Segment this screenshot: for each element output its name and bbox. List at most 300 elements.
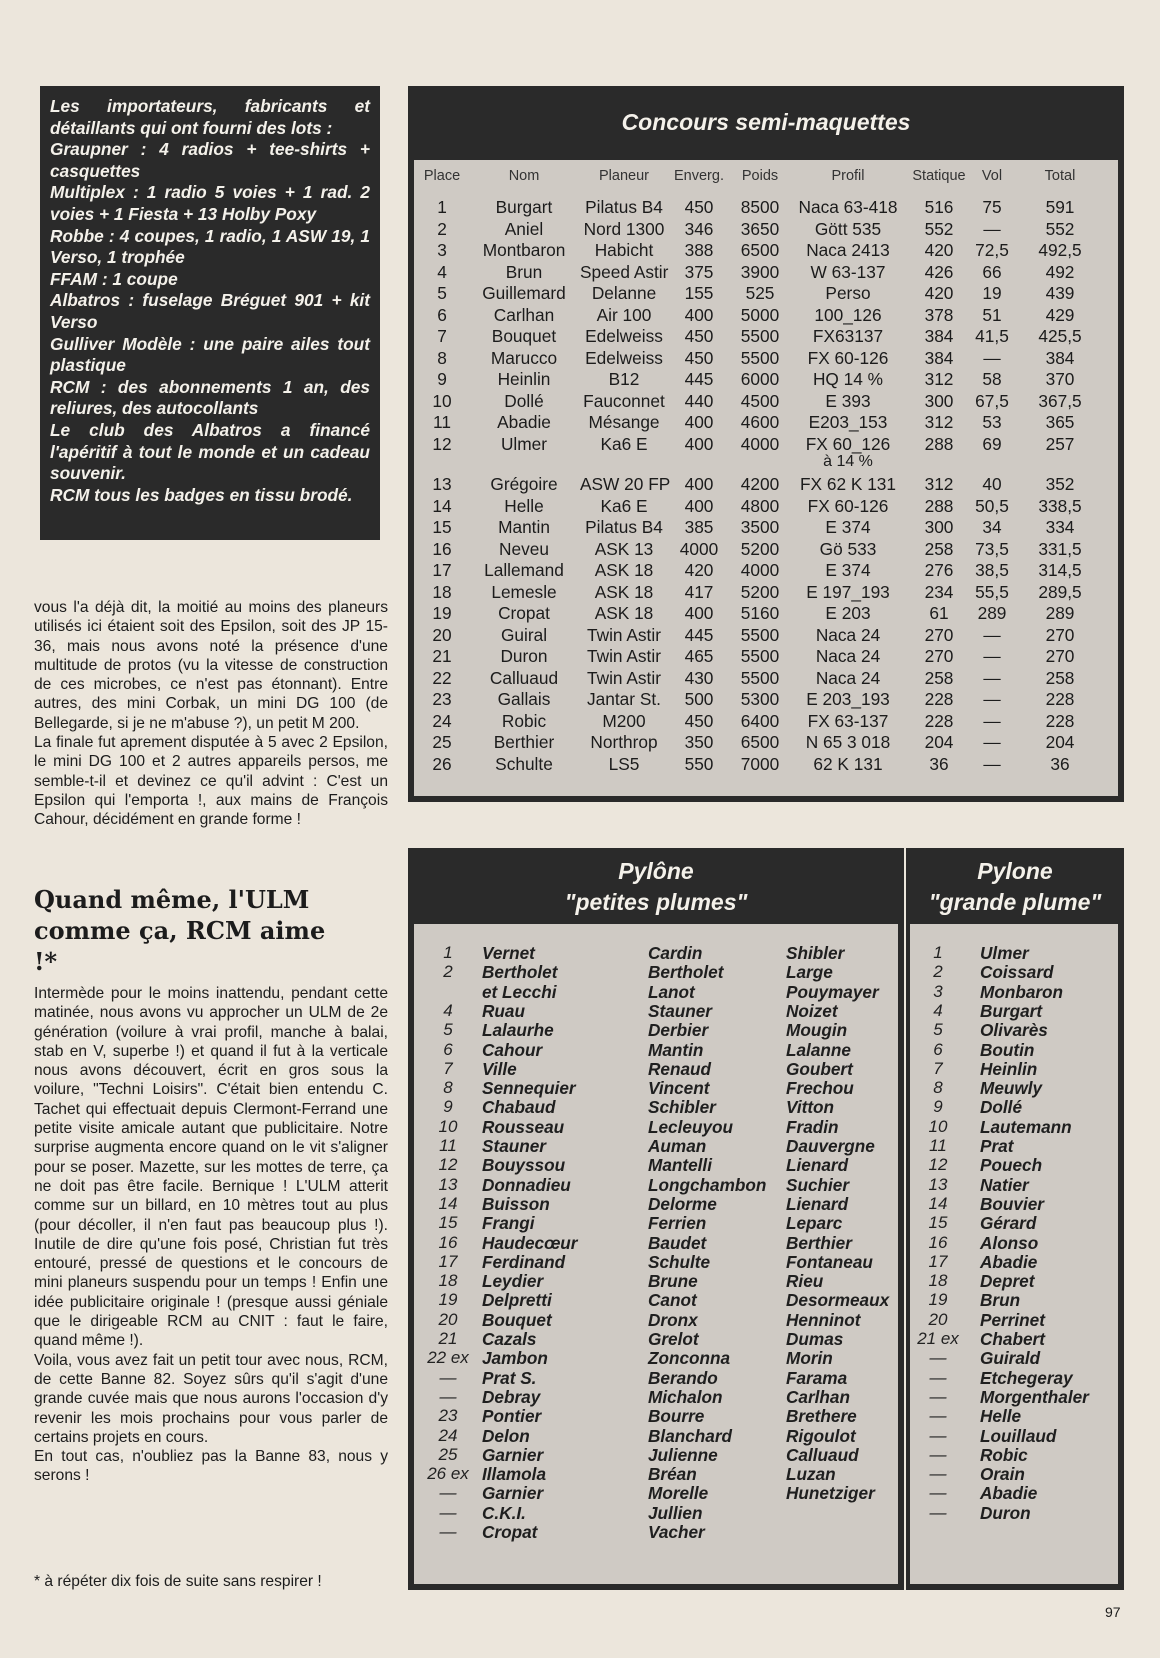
article-paragraph: En tout cas, n'oubliez pas la Banne 83, nous y serons ! (34, 1448, 388, 1485)
table-cell: E 197_193 (806, 581, 890, 602)
table-cell: 15 (432, 517, 452, 537)
table-cell: 3 (437, 240, 447, 260)
table-cell: 4 (437, 261, 447, 282)
table-cell: 445 (684, 369, 714, 389)
table-cell: Twin Astir (587, 624, 661, 645)
pylone-petites-title-line1: Pylône (618, 858, 694, 884)
semi-maquettes-body (414, 160, 1118, 796)
table-cell: 6000 (740, 369, 780, 389)
table-cell: 228 (1045, 710, 1075, 731)
table-cell: 36 (929, 753, 949, 774)
table-cell: 289,5 (1038, 581, 1082, 602)
competitor-name: Garnier (482, 1483, 544, 1504)
article-text-part2 (34, 984, 388, 1486)
table-cell: Pilatus B4 (585, 197, 663, 217)
competitor-name: Delorme (648, 1193, 717, 1214)
place-number: 18 (928, 1271, 948, 1291)
table-cell: Naca 63-418 (798, 197, 898, 217)
place-number: 15 (928, 1213, 948, 1233)
table-cell: Naca 24 (815, 667, 881, 688)
competitor-name: Julienne (648, 1444, 718, 1465)
place-number: — (929, 1444, 947, 1464)
table-cell: Twin Astir (587, 667, 661, 688)
competitor-name: Pontier (482, 1406, 542, 1427)
place-number: 2 (933, 962, 943, 982)
table-cell: 400 (684, 433, 714, 454)
place-number: 17 (928, 1251, 948, 1271)
table-cell: 12 (432, 433, 452, 454)
competitor-name: Robic (980, 1444, 1028, 1465)
table-cell: 4500 (740, 390, 780, 411)
table-cell: 9 (437, 369, 447, 389)
table-cell: Lemesle (491, 581, 557, 602)
table-cell: 429 (1045, 304, 1075, 325)
table-cell: 289 (977, 603, 1007, 623)
table-cell: 67,5 (975, 390, 1009, 411)
table-cell: Gallais (497, 689, 551, 709)
table-cell: 7 (437, 326, 447, 346)
table-cell: 4200 (740, 474, 780, 494)
competitor-name: Leydier (482, 1271, 544, 1292)
competitor-name: Bertholet (648, 962, 724, 983)
table-cell: 365 (1045, 412, 1075, 432)
pylone-petites-plumes-table (408, 848, 904, 1590)
place-number: — (929, 1348, 947, 1368)
table-cell: Mantin (498, 517, 550, 537)
sponsor-line: Gulliver Modèle : une paire ailes tout plastique (50, 333, 370, 376)
table-cell: 234 (924, 581, 954, 602)
competitor-name: Blanchard (648, 1425, 733, 1446)
table-cell: Abadie (497, 412, 551, 432)
table-cell: 61 (929, 603, 949, 623)
table-cell: 445 (684, 624, 714, 645)
table-cell: 5 (437, 283, 447, 303)
competitor-name: Depret (980, 1271, 1035, 1292)
competitor-name: Shibler (786, 943, 845, 963)
competitor-name: Monbaron (980, 981, 1064, 1002)
competitor-name: Grelot (648, 1329, 699, 1349)
table-cell: Perso (825, 283, 871, 303)
table-cell: Naca 24 (815, 624, 881, 645)
competitor-name: Mantelli (648, 1155, 712, 1176)
place-number: — (439, 1502, 457, 1522)
place-number: — (439, 1522, 457, 1541)
table-cell: 14 (432, 495, 452, 516)
table-cell: Bouquet (491, 326, 557, 346)
competitor-name: Stauner (482, 1136, 546, 1156)
table-cell: 6 (437, 304, 447, 325)
competitor-name: Jullien (648, 1502, 703, 1523)
competitor-name: Berando (648, 1367, 718, 1388)
sponsors-box (40, 86, 380, 540)
competitor-name: Haudecœur (482, 1232, 578, 1253)
table-cell: 338,5 (1038, 495, 1082, 516)
table-cell: Naca 24 (815, 646, 881, 666)
table-cell: Schulte (495, 753, 553, 774)
competitor-name: Frangi (482, 1213, 535, 1234)
sponsor-line: Le club des Albatros a financé l'apéritif à tout le monde et un cadeau souvenir. (50, 419, 370, 484)
competitor-name: Dronx (648, 1309, 698, 1330)
place-number: 19 (438, 1290, 458, 1310)
table-cell: Delanne (591, 283, 657, 303)
competitor-name: Duron (980, 1502, 1031, 1523)
table-cell: 312 (924, 412, 954, 432)
table-cell: 73,5 (975, 538, 1009, 559)
table-cell: 4000 (740, 560, 780, 580)
table-cell: Naca 2413 (806, 240, 890, 260)
competitor-name: Lalaurhe (482, 1020, 554, 1041)
competitor-name: Alonso (980, 1232, 1039, 1253)
table-cell: Northrop (590, 732, 658, 752)
place-number: — (929, 1483, 947, 1503)
competitor-name: Zonconna (648, 1348, 731, 1369)
table-cell: 5500 (740, 347, 780, 368)
semi-maquettes-title: Concours semi-maquettes (621, 109, 911, 135)
sponsor-line: RCM : des abonnements 1 an, des reliures, des autocollants (50, 376, 370, 419)
table-cell: 17 (432, 560, 452, 580)
place-number: — (439, 1367, 457, 1387)
table-cell: 4000 (679, 538, 719, 559)
table-cell: — (983, 732, 1001, 752)
competitor-name: Morelle (648, 1483, 709, 1504)
table-cell: 228 (1045, 689, 1075, 709)
sponsor-line: Les importateurs, fabricants et détaillants qui ont fourni des lots : (50, 96, 370, 138)
table-cell: 72,5 (975, 240, 1009, 260)
table-cell: M200 (602, 710, 646, 731)
table-cell: 270 (1045, 624, 1075, 645)
table-cell: 331,5 (1038, 538, 1082, 559)
table-cell: E 393 (825, 390, 871, 411)
table-cell: ASK 18 (594, 560, 654, 580)
table-cell: ASW 20 FP (580, 474, 671, 494)
table-cell: 55,5 (975, 581, 1009, 602)
article-text-part1 (34, 598, 388, 830)
place-number: 6 (443, 1039, 453, 1059)
competitor-name: Rieu (786, 1271, 824, 1292)
table-cell: 346 (684, 218, 714, 239)
table-cell: Heinlin (497, 369, 551, 389)
table-cell: 51 (982, 304, 1002, 325)
table-cell: Speed Astir (580, 261, 669, 282)
place-number: — (929, 1425, 947, 1445)
table-cell: N 65 3 018 (805, 732, 891, 752)
competitor-name: Bouquet (482, 1309, 552, 1330)
sponsor-line: Albatros : fuselage Bréguet 901 + kit Verso (50, 290, 370, 332)
column-header: Profil (831, 168, 865, 184)
table-cell: 352 (1045, 474, 1075, 494)
competitor-name: Desormeaux (786, 1290, 890, 1311)
competitor-name: Etchegeray (980, 1367, 1073, 1388)
competitor-name: Lanot (648, 981, 695, 1002)
competitor-name: Vacher (648, 1522, 705, 1542)
table-cell: E 203 (825, 603, 871, 623)
table-cell: ASK 18 (594, 603, 654, 623)
place-number: — (929, 1406, 947, 1426)
table-cell: 5160 (740, 603, 780, 623)
place-number: 4 (933, 1000, 943, 1020)
table-cell: 5500 (740, 326, 780, 346)
table-cell: 465 (684, 646, 714, 666)
table-cell: 367,5 (1038, 390, 1082, 411)
competitor-name: Brune (648, 1271, 698, 1292)
table-cell: FX 60-126 (807, 347, 889, 368)
table-cell: 4000 (740, 433, 780, 454)
table-cell: 384 (924, 347, 954, 368)
competitor-name: Schibler (648, 1097, 716, 1118)
table-cell: 6500 (740, 732, 780, 752)
table-cell: Duron (500, 646, 548, 666)
competitor-name: Illamola (482, 1464, 546, 1485)
article-heading: Quand même, l'ULM comme ça, RCM aime !* (34, 885, 326, 976)
table-cell: 430 (684, 667, 714, 688)
table-cell: HQ 14 % (812, 369, 884, 389)
table-cell: 400 (684, 495, 714, 516)
sponsor-line: Graupner : 4 radios + tee-shirts + casquettes (50, 139, 370, 181)
competitor-name: Schulte (648, 1251, 711, 1272)
table-cell: 375 (684, 261, 714, 282)
table-cell: FX 62 K 131 (799, 474, 897, 494)
table-cell: 100_126 (814, 304, 882, 325)
column-header: Statique (912, 168, 966, 184)
competitor-name: Cahour (482, 1039, 543, 1060)
competitor-name: Prat S. (482, 1367, 537, 1388)
place-number: 14 (438, 1193, 458, 1213)
table-cell: E 374 (825, 517, 871, 537)
competitor-name: Bourre (648, 1406, 705, 1427)
competitor-name: Lalanne (786, 1039, 851, 1060)
page-number: 97 (1105, 1604, 1121, 1620)
table-cell: 4600 (740, 412, 780, 432)
competitor-name: Lienard (786, 1155, 849, 1176)
table-cell: 385 (684, 517, 714, 537)
table-cell: 58 (982, 369, 1002, 389)
place-number: 8 (933, 1078, 943, 1098)
competitor-name: Gérard (980, 1213, 1037, 1234)
place-number: 15 (438, 1213, 458, 1233)
place-number: 19 (928, 1290, 948, 1310)
table-cell: Dollé (504, 390, 544, 411)
competitor-name: Large (786, 962, 833, 983)
competitor-name: Lienard (786, 1193, 849, 1214)
table-cell: 7000 (740, 753, 780, 774)
table-cell: 384 (924, 326, 954, 346)
competitor-name: et Lecchi (482, 981, 557, 1002)
place-number: 12 (928, 1155, 948, 1175)
competitor-name: Pouymayer (786, 981, 879, 1002)
table-cell: 8 (437, 347, 447, 368)
sponsor-line: Robbe : 4 coupes, 1 radio, 1 ASW 19, 1 Verso, 1 trophée (50, 225, 370, 268)
place-number: 23 (438, 1406, 458, 1426)
place-number: 20 (928, 1309, 948, 1329)
place-number: 9 (933, 1097, 943, 1117)
competitor-name: Noizet (786, 1000, 838, 1021)
competitor-name: Garnier (482, 1444, 544, 1465)
competitor-name: Dumas (786, 1329, 844, 1349)
competitor-name: Mantin (648, 1039, 704, 1060)
table-cell: 300 (924, 517, 954, 537)
place-number: 16 (438, 1232, 458, 1252)
place-number: 21 ex (917, 1329, 959, 1348)
table-cell: — (983, 667, 1001, 688)
place-number: 18 (438, 1271, 458, 1291)
table-cell: 257 (1045, 433, 1075, 454)
table-cell: 400 (684, 412, 714, 432)
table-cell: 492,5 (1038, 240, 1082, 260)
table-cell: Air 100 (596, 304, 652, 325)
place-number: — (439, 1386, 457, 1406)
competitor-name: Farama (786, 1367, 848, 1388)
table-cell: 314,5 (1038, 560, 1082, 580)
table-cell: 13 (432, 474, 452, 494)
table-cell: 50,5 (975, 495, 1009, 516)
competitor-name: Cardin (648, 943, 703, 963)
table-cell: 21 (432, 646, 452, 666)
table-cell: 5500 (740, 624, 780, 645)
competitor-name: Leparc (786, 1213, 843, 1234)
table-cell: Guillemard (482, 283, 566, 303)
competitor-name: Rigoulot (786, 1425, 856, 1446)
table-cell: 10 (432, 390, 452, 411)
competitor-name: Bouyssou (482, 1155, 566, 1176)
table-cell: 23 (432, 689, 452, 709)
table-cell: 5200 (740, 581, 780, 602)
table-cell: Berthier (493, 732, 555, 752)
table-cell: 34 (982, 517, 1002, 537)
competitor-name: Derbier (648, 1020, 709, 1041)
table-cell: 5200 (740, 538, 780, 559)
competitor-name: Vitton (786, 1097, 835, 1118)
place-number: 26 ex (427, 1464, 469, 1484)
table-cell: 492 (1045, 261, 1075, 282)
table-cell: Guiral (500, 624, 548, 645)
table-cell: 591 (1045, 197, 1075, 217)
table-cell: 5500 (740, 646, 780, 666)
sponsor-line: FFAM : 1 coupe (50, 268, 178, 289)
competitor-name: Bréan (648, 1464, 697, 1485)
table-cell: 62 K 131 (813, 753, 883, 774)
table-cell: 25 (432, 732, 452, 752)
table-cell: 5000 (740, 304, 780, 325)
place-number: 8 (443, 1078, 453, 1098)
table-cell: 228 (924, 710, 954, 731)
competitor-name: Lecleuyou (648, 1116, 734, 1137)
place-number: 9 (443, 1097, 453, 1117)
table-cell: Marucco (490, 347, 558, 368)
place-number: 1 (933, 943, 943, 962)
table-cell: 26 (432, 753, 452, 774)
table-cell: 420 (924, 283, 954, 303)
column-header: Poids (741, 168, 779, 184)
competitor-name: Longchambon (648, 1174, 767, 1195)
competitor-name: Vernet (482, 943, 535, 963)
competitor-name: Ulmer (980, 943, 1029, 963)
table-cell: 75 (982, 197, 1002, 217)
table-cell: 204 (1045, 732, 1075, 752)
profile-note: à 14 % (823, 452, 873, 470)
table-cell: 426 (924, 261, 954, 282)
competitor-name: Brethere (786, 1406, 857, 1427)
competitor-name: Hunetziger (786, 1483, 875, 1504)
table-cell: 525 (745, 283, 775, 303)
table-cell: — (983, 624, 1001, 645)
competitor-name: Lautemann (980, 1116, 1072, 1137)
semi-maquettes-table (408, 86, 1124, 802)
table-cell: Calluaud (489, 667, 559, 688)
table-cell: 400 (684, 474, 714, 494)
pylone-petites-body (414, 924, 898, 1584)
table-cell: 6400 (740, 710, 780, 731)
table-cell: B12 (608, 369, 640, 389)
table-cell: 258 (1045, 667, 1075, 688)
place-number: 25 (438, 1444, 458, 1464)
table-cell: 24 (432, 710, 452, 731)
place-number: 22 ex (427, 1348, 469, 1368)
table-cell: 8500 (740, 197, 780, 217)
competitor-name: Michalon (648, 1386, 723, 1407)
competitor-name: Meuwly (980, 1078, 1043, 1099)
table-cell: Robic (501, 710, 547, 731)
table-cell: 370 (1045, 369, 1075, 389)
table-cell: 425,5 (1038, 326, 1082, 346)
competitor-name: Mougin (786, 1020, 848, 1041)
table-cell: 53 (982, 412, 1002, 432)
table-cell: 3650 (740, 218, 780, 239)
place-number: 13 (438, 1174, 458, 1194)
place-number: 11 (929, 1136, 947, 1155)
table-cell: 400 (684, 304, 714, 325)
table-cell: 270 (1045, 646, 1075, 666)
place-number: — (929, 1386, 947, 1406)
table-cell: 40 (982, 474, 1002, 494)
table-cell: 378 (924, 304, 954, 325)
table-cell: 3500 (740, 517, 780, 537)
pylone-grande-title-line1: Pylone (977, 858, 1053, 884)
place-number: 2 (443, 962, 453, 982)
table-cell: Mésange (588, 412, 660, 432)
place-number: 10 (438, 1116, 458, 1136)
table-cell: FX 60-126 (807, 495, 889, 516)
place-number: — (439, 1483, 457, 1503)
competitor-name: Luzan (786, 1464, 836, 1485)
competitor-name: Coissard (980, 962, 1054, 983)
sponsor-line: RCM tous les badges en tissu brodé. (50, 484, 353, 505)
table-cell: ASK 13 (594, 538, 654, 559)
pylone-grande-plume-table (906, 848, 1124, 1590)
table-cell: — (983, 753, 1001, 774)
table-cell: 450 (684, 347, 714, 368)
competitor-name: Suchier (786, 1174, 850, 1195)
table-cell: 500 (684, 689, 714, 709)
table-cell: 6500 (740, 240, 780, 260)
competitor-name: Perrinet (980, 1309, 1045, 1330)
table-cell: Neveu (499, 538, 549, 559)
article-paragraph: Intermède pour le moins inattendu, pendant cette matinée, nous avons vu approcher un ULM de 2e génération (voilure à vrai profil, manche à balai, stab en V, superbe !) et quand il fut à la verticale nous avons découvert, écrit en gros sous la voilure, "Techni Loisirs". C'était bien entendu C. Tachet qui effectuait depuis Clermont-Ferrand une petite visite amicale autant que publicitaire. Notre surprise augmenta encore quand on le vit s'aligner pour se poser. Mazette, sur les mottes de terre, ça ne doit pas être facile. Bernique ! L'ULM atterit comme sur un billard, en 10 mètres tout au plus (pour décoller, il n'en faut pas beaucoup plus !). Inutile de dire qu'une fois posé, Christian fut très entouré, pressé de questions et le concours de mini planeurs suspendu pour un temps ! Enfin une idée publicitaire originale ! (presque aussi géniale que le dirigeable RCM au CNIT : faut le faire, quand même !). (34, 985, 388, 1350)
table-cell: 417 (684, 581, 714, 602)
competitor-name: Guirald (980, 1348, 1041, 1369)
table-cell: 288 (924, 495, 954, 516)
competitor-name: Ville (482, 1058, 517, 1079)
table-cell: 270 (924, 624, 954, 645)
table-cell: 270 (924, 646, 954, 666)
competitor-name: Canot (648, 1290, 697, 1311)
competitor-name: Auman (648, 1136, 707, 1156)
table-cell: 450 (684, 197, 714, 217)
table-cell: Burgart (495, 197, 553, 217)
competitor-name: Cazals (482, 1329, 537, 1349)
place-number: 7 (933, 1058, 943, 1078)
table-cell: 384 (1045, 347, 1075, 368)
competitor-name: Renaud (648, 1058, 712, 1079)
